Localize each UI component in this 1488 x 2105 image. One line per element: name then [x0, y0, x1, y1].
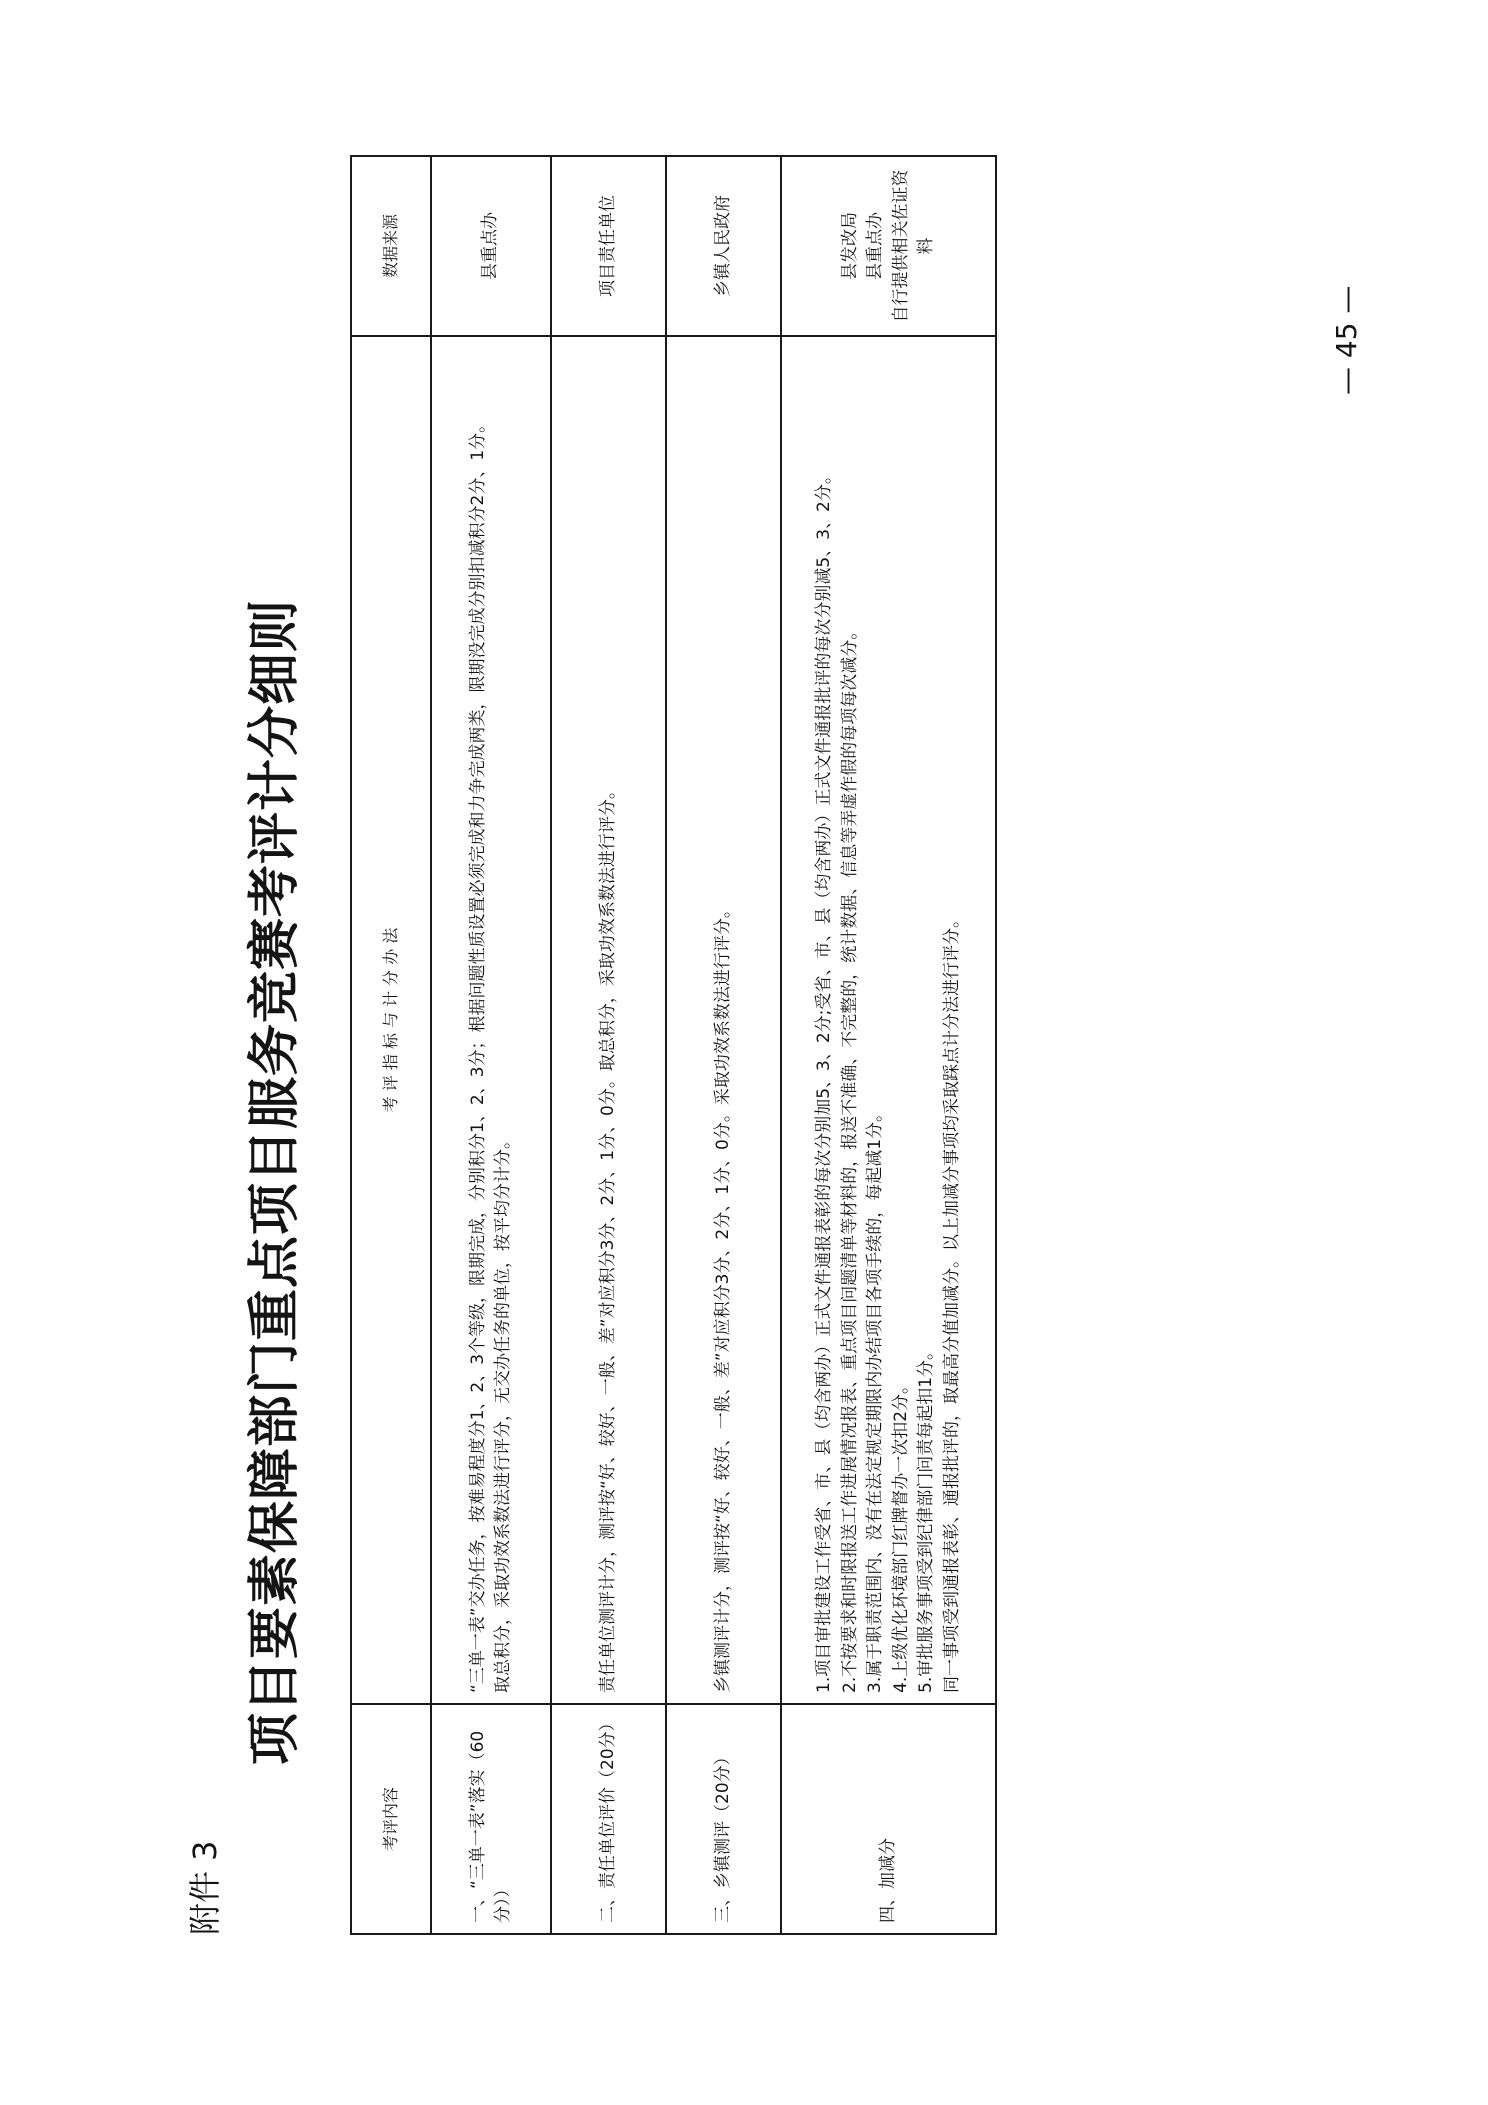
source-line: 县重点办	[865, 212, 885, 280]
source-line: 县发改局	[839, 212, 860, 280]
row-method	[551, 336, 666, 1704]
source-line: 项目责任单位	[597, 195, 618, 297]
method-line: 乡镇测评计分，测评按“好、较好、一般、差”对应积分3分、2分、1分、0分。采取功效系数法进行评分。	[712, 901, 733, 1693]
table-row	[781, 156, 996, 1934]
method-line: 4.上级优化环境部门红牌督办一次扣2分。	[890, 1376, 911, 1693]
header-method: 考 评 指 标 与 计 分 办 法	[351, 336, 431, 1704]
header-source: 数据来源	[351, 156, 431, 336]
header-content: 考评内容	[351, 1704, 431, 1934]
row-content: 四、加减分	[781, 1704, 996, 1934]
table-row	[551, 156, 666, 1934]
method-line: 5.审批服务事项受到纪律部门问责每起扣1分。	[916, 1342, 936, 1693]
annex-label: 附件 3	[186, 1840, 224, 1935]
table-row	[431, 156, 551, 1934]
source-line: 乡镇人民政府	[712, 195, 733, 297]
row-content: 一、“三单一表”落实（60分））	[431, 1704, 551, 1934]
method-line: 3.属于职责范围内、没有在法定规定期限内办结项目各项手续的，每起减1分。	[865, 1104, 885, 1693]
table-header-row	[351, 156, 431, 1934]
source-line: 县重点办	[480, 212, 501, 280]
scoring-rules-table	[350, 155, 997, 1935]
row-content: 三、乡镇测评（20分）	[666, 1704, 781, 1934]
source-line: 自行提供相关佐证资料	[890, 169, 936, 323]
method-line: 同一事项受到通报表彰、通报批评的，取最高分值加减分。以上加减分事项均采取踩点计分法进行评分。	[941, 911, 962, 1693]
row-content: 二、责任单位评价（20分）	[551, 1704, 666, 1934]
page-number: — 45 —	[1330, 285, 1363, 395]
row-source	[781, 156, 996, 336]
table-row	[666, 156, 781, 1934]
row-source	[666, 156, 781, 336]
row-source	[431, 156, 551, 336]
page-title: 项目要素保障部门重点项目服务竞赛考评计分细则	[244, 598, 305, 1765]
row-method	[431, 336, 551, 1704]
row-method	[666, 336, 781, 1704]
row-source	[551, 156, 666, 336]
method-line: “三单一表”交办任务，按难易程度分1、2、3个等级，限期完成，分别积分1、2、3分；根据问题性质设置必须完成和力争完成两类，限期没完成分别扣减积分2分、1分。	[467, 415, 488, 1693]
row-method	[781, 336, 996, 1704]
method-line: 责任单位测评计分，测评按“好、较好、一般、差”对应积分3分、2分、1分、0分。取总积分，采取功效系数法进行评分。	[597, 782, 618, 1693]
method-line: 2.不按要求和时限报送工作进展情况报表、重点项目问题清单等材料的，报送不准确、不完整的，统计数据、信息等弄虚作假的每项每次减分。	[839, 622, 860, 1693]
method-line: 取总积分，采取功效系数法进行评分，无交办任务的单位，按平均分计分。	[493, 1132, 513, 1693]
method-line: 1.项目审批建设工作受省、市、县（均含两办）正式文件通报表彰的每次分别加5、3、2分;受省、市、县（均含两办）正式文件通报批评的每次分别减5、3、2分。	[814, 467, 834, 1693]
